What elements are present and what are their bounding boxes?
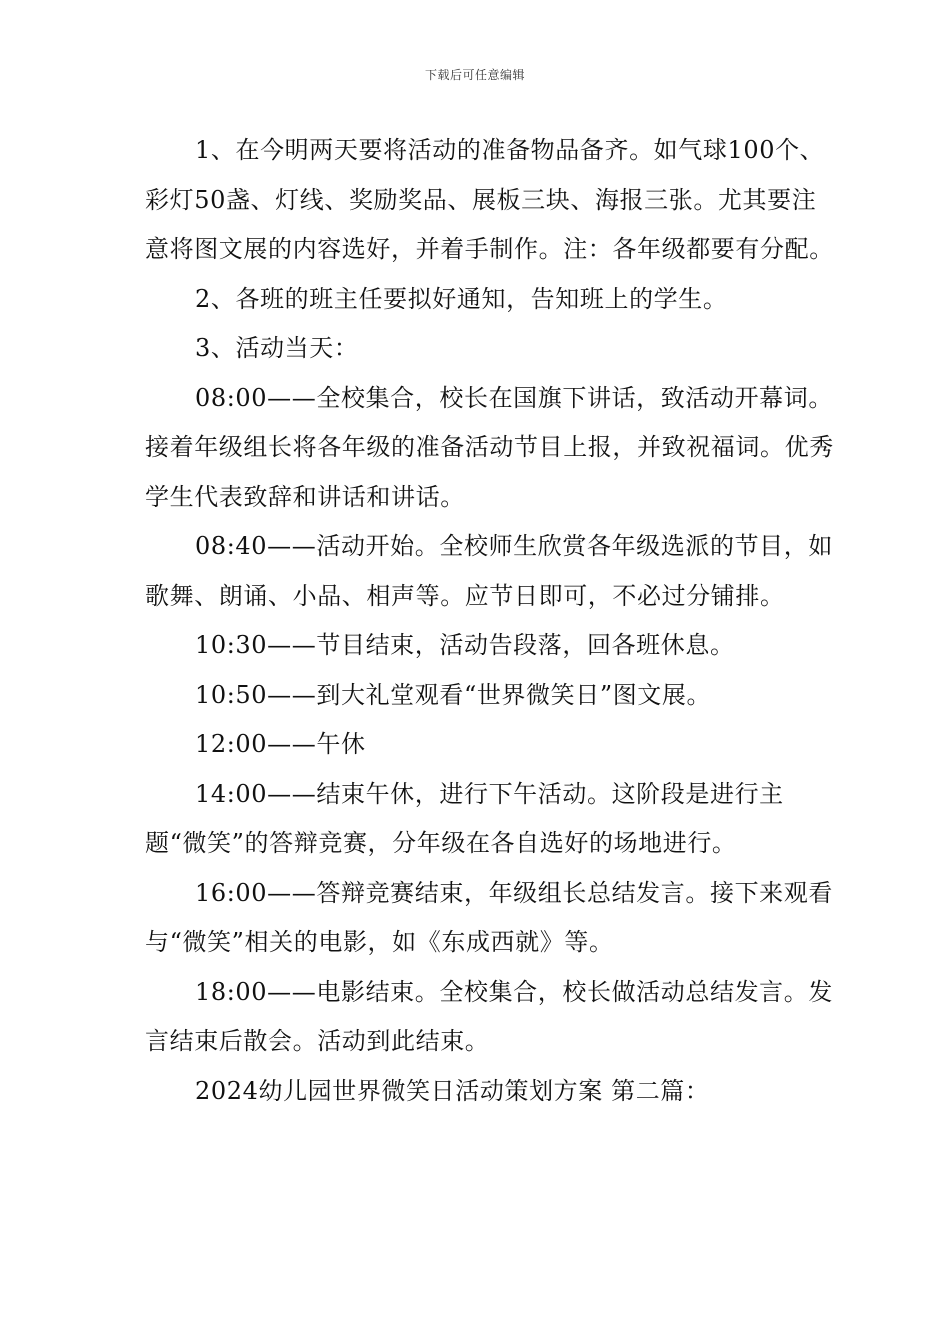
- paragraph-1600: 16:00——答辩竞赛结束，年级组长总结发言。接下来观看与“微笑”相关的电影，如《东成西就》等。: [145, 878, 833, 956]
- paragraph-preparation: 1、在今明两天要将活动的准备物品备齐。如气球100个、彩灯50盏、灯线、奖励奖品、展板三块、海报三张。尤其要注意将图文展的内容选好，并着手制作。注：各年级都要有分配。: [145, 136, 834, 263]
- page-header-note: 下载后可任意编辑: [424, 68, 525, 82]
- paragraph-1200: 12:00——午休: [195, 730, 366, 758]
- paragraph-0840: 08:40——活动开始。全校师生欣赏各年级选派的节目，如歌舞、朗诵、小品、相声等。应节日即可，不必过分铺排。: [145, 532, 833, 610]
- paragraph-1030: 10:30——节目结束，活动告段落，回各班休息。: [195, 631, 735, 659]
- paragraph-1400: 14:00——结束午休，进行下午活动。这阶段是进行主题“微笑”的答辩竞赛，分年级在各自选好的场地进行。: [145, 779, 784, 857]
- paragraph-1050: 10:50——到大礼堂观看“世界微笑日”图文展。: [195, 680, 712, 709]
- paragraph-event-day: 3、活动当天：: [195, 334, 359, 362]
- paragraph-0800: 08:00——全校集合，校长在国旗下讲话，致活动开幕词。接着年级组长将各年级的准备活动节目上报，并致祝福词。优秀学生代表致辞和讲话和讲话。: [145, 383, 834, 511]
- paragraph-1800: 18:00——电影结束。全校集合，校长做活动总结发言。发言结束后散会。活动到此结束。: [145, 977, 833, 1055]
- section-heading-part-two: 2024幼儿园世界微笑日活动策划方案 第二篇：: [195, 1076, 710, 1105]
- document-body: [145, 126, 835, 1116]
- paragraph-notice: 2、各班的班主任要拟好通知，告知班上的学生。: [195, 284, 728, 313]
